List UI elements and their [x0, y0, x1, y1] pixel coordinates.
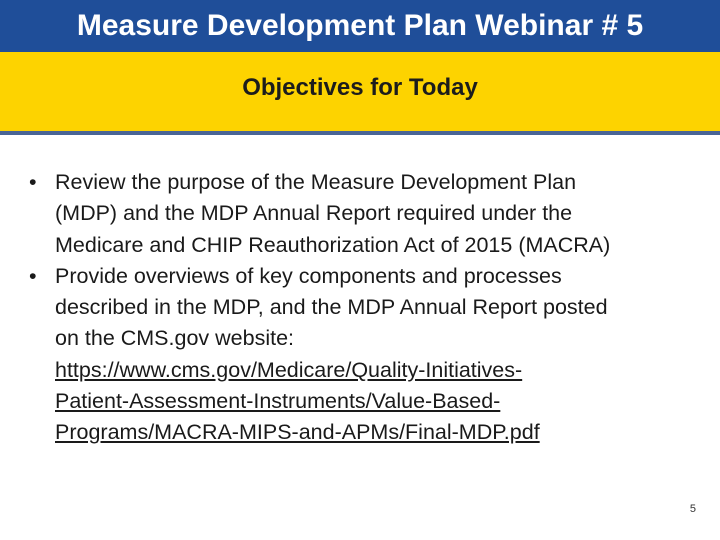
- bullet-icon: •: [29, 263, 37, 288]
- mdp-report-link[interactable]: [55, 358, 540, 445]
- link-line[interactable]: Programs/MACRA-MIPS-and-APMs/Final-MDP.pdf: [55, 420, 540, 445]
- objective-line: Review the purpose of the Measure Development Plan: [55, 170, 577, 194]
- objective-line: on the CMS.gov website:: [55, 326, 295, 351]
- objective-line: (MDP) and the MDP Annual Report required under the: [55, 201, 573, 226]
- objective-line: Medicare and CHIP Reauthorization Act of 2015 (MACRA): [55, 232, 611, 257]
- bullet-icon: •: [29, 170, 37, 194]
- link-line[interactable]: Patient-Assessment-Instruments/Value-Based-: [55, 389, 501, 414]
- link-line[interactable]: https://www.cms.gov/Medicare/Quality-Initiatives-: [55, 357, 523, 382]
- slide-title: Measure Development Plan Webinar # 5: [0, 0, 720, 52]
- objectives-list: [28, 167, 700, 449]
- objective-item-overviews: [28, 261, 700, 449]
- objective-line: described in the MDP, and the MDP Annual Report posted: [55, 295, 608, 320]
- band-divider: [0, 131, 720, 135]
- page-number: 5: [689, 503, 696, 515]
- objective-item-review: [28, 167, 700, 261]
- objective-line: Provide overviews of key components and processes: [55, 263, 562, 288]
- slide-subtitle: Objectives for Today: [242, 74, 478, 101]
